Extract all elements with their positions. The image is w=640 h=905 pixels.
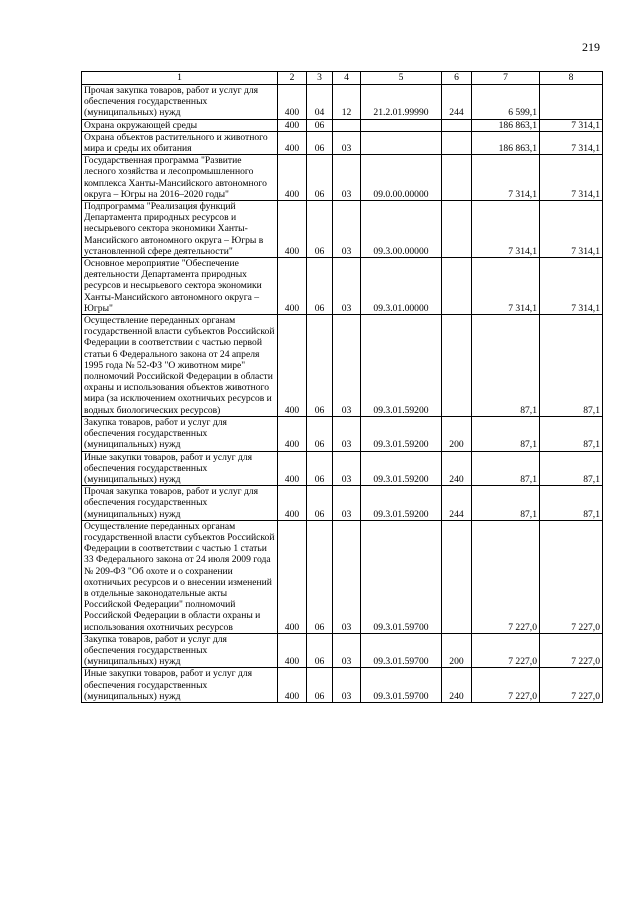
cell-target-article: 09.3.01.59200 bbox=[361, 451, 442, 486]
cell-expense-type bbox=[442, 258, 472, 315]
cell-amount-2: 87,1 bbox=[540, 451, 603, 486]
cell-expense-type: 200 bbox=[442, 416, 472, 451]
cell-ministry: 400 bbox=[278, 633, 307, 668]
cell-amount-1: 7 314,1 bbox=[472, 155, 540, 201]
cell-section: 06 bbox=[307, 633, 333, 668]
cell-subsection: 03 bbox=[333, 201, 361, 258]
cell-section: 06 bbox=[307, 258, 333, 315]
cell-target-article bbox=[361, 119, 442, 131]
cell-section: 06 bbox=[307, 155, 333, 201]
column-header: 8 bbox=[540, 72, 603, 85]
cell-expense-type: 240 bbox=[442, 451, 472, 486]
row-name: Осуществление переданных органам государственной власти субъектов Российской Федерации в соответствии с частью первой статьи 6 Федерального закона от 24 апреля 1995 года № 52-ФЗ "О животном мире" полномочий Российской Федерации в области охраны и использования объектов животного мира (за исключением охотничьих ресурсов и водных биологических ресурсов) bbox=[82, 315, 278, 417]
row-name: Осуществление переданных органам государственной власти субъектов Российской Федерации в соответствии с частью 1 статьи 33 Федерального закона от 24 июля 2009 года № 209-ФЗ "Об охоте и о сохранении охотничьих ресурсов и о внесении изменений в отдельные законодательные акты Российской Федерации" полномочий Российской Федерации в области охраны и использования охотничьих ресурсов bbox=[82, 520, 278, 633]
cell-amount-1: 186 863,1 bbox=[472, 131, 540, 154]
cell-target-article: 09.3.01.59700 bbox=[361, 668, 442, 703]
cell-amount-1: 7 227,0 bbox=[472, 633, 540, 668]
table-row bbox=[82, 668, 603, 703]
cell-expense-type bbox=[442, 315, 472, 417]
cell-subsection: 03 bbox=[333, 416, 361, 451]
cell-amount-1: 6 599,1 bbox=[472, 85, 540, 120]
table-row bbox=[82, 155, 603, 201]
cell-ministry: 400 bbox=[278, 155, 307, 201]
cell-subsection: 03 bbox=[333, 633, 361, 668]
cell-expense-type: 244 bbox=[442, 85, 472, 120]
cell-subsection: 03 bbox=[333, 155, 361, 201]
cell-ministry: 400 bbox=[278, 119, 307, 131]
column-header: 3 bbox=[307, 72, 333, 85]
cell-expense-type: 244 bbox=[442, 486, 472, 521]
table-row bbox=[82, 119, 603, 131]
cell-amount-1: 7 227,0 bbox=[472, 520, 540, 633]
cell-section: 06 bbox=[307, 201, 333, 258]
table-row bbox=[82, 201, 603, 258]
cell-amount-1: 87,1 bbox=[472, 486, 540, 521]
cell-expense-type bbox=[442, 131, 472, 154]
cell-amount-1: 7 227,0 bbox=[472, 668, 540, 703]
cell-amount-1: 87,1 bbox=[472, 451, 540, 486]
cell-subsection: 03 bbox=[333, 131, 361, 154]
cell-target-article: 09.0.00.00000 bbox=[361, 155, 442, 201]
row-name: Основное мероприятие "Обеспечение деятельности Департамента природных ресурсов и несырьевого сектора экономики Ханты-Мансийского автономного округа – Югры" bbox=[82, 258, 278, 315]
cell-subsection: 12 bbox=[333, 85, 361, 120]
cell-expense-type bbox=[442, 119, 472, 131]
cell-expense-type bbox=[442, 155, 472, 201]
table-row bbox=[82, 258, 603, 315]
cell-expense-type: 200 bbox=[442, 633, 472, 668]
table-row bbox=[82, 416, 603, 451]
cell-ministry: 400 bbox=[278, 520, 307, 633]
row-name: Охрана окружающей среды bbox=[82, 119, 278, 131]
column-header: 5 bbox=[361, 72, 442, 85]
cell-amount-2: 7 314,1 bbox=[540, 258, 603, 315]
cell-amount-2: 7 227,0 bbox=[540, 520, 603, 633]
row-name: Государственная программа "Развитие лесного хозяйства и лесопромышленного комплекса Ханты-Мансийского автономного округа – Югры на 2016–2020 годы" bbox=[82, 155, 278, 201]
cell-ministry: 400 bbox=[278, 131, 307, 154]
cell-section: 06 bbox=[307, 451, 333, 486]
row-name: Закупка товаров, работ и услуг для обеспечения государственных (муниципальных) нужд bbox=[82, 633, 278, 668]
row-name: Иные закупки товаров, работ и услуг для обеспечения государственных (муниципальных) нужд bbox=[82, 451, 278, 486]
header-row bbox=[82, 72, 603, 85]
cell-expense-type: 240 bbox=[442, 668, 472, 703]
cell-section: 06 bbox=[307, 520, 333, 633]
cell-amount-1: 87,1 bbox=[472, 416, 540, 451]
table-row bbox=[82, 486, 603, 521]
cell-amount-1: 7 314,1 bbox=[472, 258, 540, 315]
table-row bbox=[82, 633, 603, 668]
cell-amount-1: 186 863,1 bbox=[472, 119, 540, 131]
cell-ministry: 400 bbox=[278, 201, 307, 258]
column-header: 6 bbox=[442, 72, 472, 85]
cell-ministry: 400 bbox=[278, 486, 307, 521]
cell-ministry: 400 bbox=[278, 668, 307, 703]
cell-amount-2: 7 227,0 bbox=[540, 633, 603, 668]
page-number: 219 bbox=[582, 40, 600, 54]
cell-subsection bbox=[333, 119, 361, 131]
row-name: Охрана объектов растительного и животного мира и среды их обитания bbox=[82, 131, 278, 154]
cell-target-article: 09.3.01.59200 bbox=[361, 315, 442, 417]
budget-table bbox=[81, 71, 603, 703]
cell-subsection: 03 bbox=[333, 520, 361, 633]
cell-amount-2: 87,1 bbox=[540, 315, 603, 417]
cell-section: 06 bbox=[307, 486, 333, 521]
row-name: Прочая закупка товаров, работ и услуг для обеспечения государственных (муниципальных) нужд bbox=[82, 486, 278, 521]
cell-section: 06 bbox=[307, 131, 333, 154]
cell-target-article bbox=[361, 131, 442, 154]
row-name: Прочая закупка товаров, работ и услуг для обеспечения государственных (муниципальных) нужд bbox=[82, 85, 278, 120]
cell-subsection: 03 bbox=[333, 315, 361, 417]
cell-subsection: 03 bbox=[333, 668, 361, 703]
cell-ministry: 400 bbox=[278, 451, 307, 486]
cell-subsection: 03 bbox=[333, 258, 361, 315]
table-row bbox=[82, 131, 603, 154]
cell-amount-2: 87,1 bbox=[540, 486, 603, 521]
cell-expense-type bbox=[442, 520, 472, 633]
row-name: Закупка товаров, работ и услуг для обеспечения государственных (муниципальных) нужд bbox=[82, 416, 278, 451]
cell-section: 04 bbox=[307, 85, 333, 120]
cell-amount-2: 7 314,1 bbox=[540, 131, 603, 154]
cell-subsection: 03 bbox=[333, 451, 361, 486]
cell-section: 06 bbox=[307, 315, 333, 417]
table-row bbox=[82, 315, 603, 417]
cell-ministry: 400 bbox=[278, 85, 307, 120]
cell-amount-2 bbox=[540, 85, 603, 120]
cell-target-article: 09.3.01.59700 bbox=[361, 520, 442, 633]
cell-ministry: 400 bbox=[278, 315, 307, 417]
table-row bbox=[82, 451, 603, 486]
cell-amount-1: 7 314,1 bbox=[472, 201, 540, 258]
cell-subsection: 03 bbox=[333, 486, 361, 521]
cell-amount-2: 7 314,1 bbox=[540, 201, 603, 258]
cell-target-article: 09.3.01.59700 bbox=[361, 633, 442, 668]
cell-section: 06 bbox=[307, 668, 333, 703]
cell-amount-2: 87,1 bbox=[540, 416, 603, 451]
cell-amount-1: 87,1 bbox=[472, 315, 540, 417]
column-header: 1 bbox=[82, 72, 278, 85]
column-header: 2 bbox=[278, 72, 307, 85]
cell-amount-2: 7 314,1 bbox=[540, 119, 603, 131]
cell-expense-type bbox=[442, 201, 472, 258]
cell-amount-2: 7 314,1 bbox=[540, 155, 603, 201]
cell-ministry: 400 bbox=[278, 258, 307, 315]
cell-amount-2: 7 227,0 bbox=[540, 668, 603, 703]
column-header: 4 bbox=[333, 72, 361, 85]
cell-target-article: 09.3.01.59200 bbox=[361, 486, 442, 521]
row-name: Иные закупки товаров, работ и услуг для обеспечения государственных (муниципальных) нужд bbox=[82, 668, 278, 703]
cell-target-article: 21.2.01.99990 bbox=[361, 85, 442, 120]
table-row bbox=[82, 520, 603, 633]
cell-target-article: 09.3.01.59200 bbox=[361, 416, 442, 451]
cell-section: 06 bbox=[307, 416, 333, 451]
cell-section: 06 bbox=[307, 119, 333, 131]
cell-target-article: 09.3.01.00000 bbox=[361, 258, 442, 315]
column-header: 7 bbox=[472, 72, 540, 85]
table-row bbox=[82, 85, 603, 120]
cell-ministry: 400 bbox=[278, 416, 307, 451]
cell-target-article: 09.3.00.00000 bbox=[361, 201, 442, 258]
row-name: Подпрограмма "Реализация функций Департамента природных ресурсов и несырьевого сектора экономики Ханты-Мансийского автономного округа – Югры в установленной сфере деятельности" bbox=[82, 201, 278, 258]
